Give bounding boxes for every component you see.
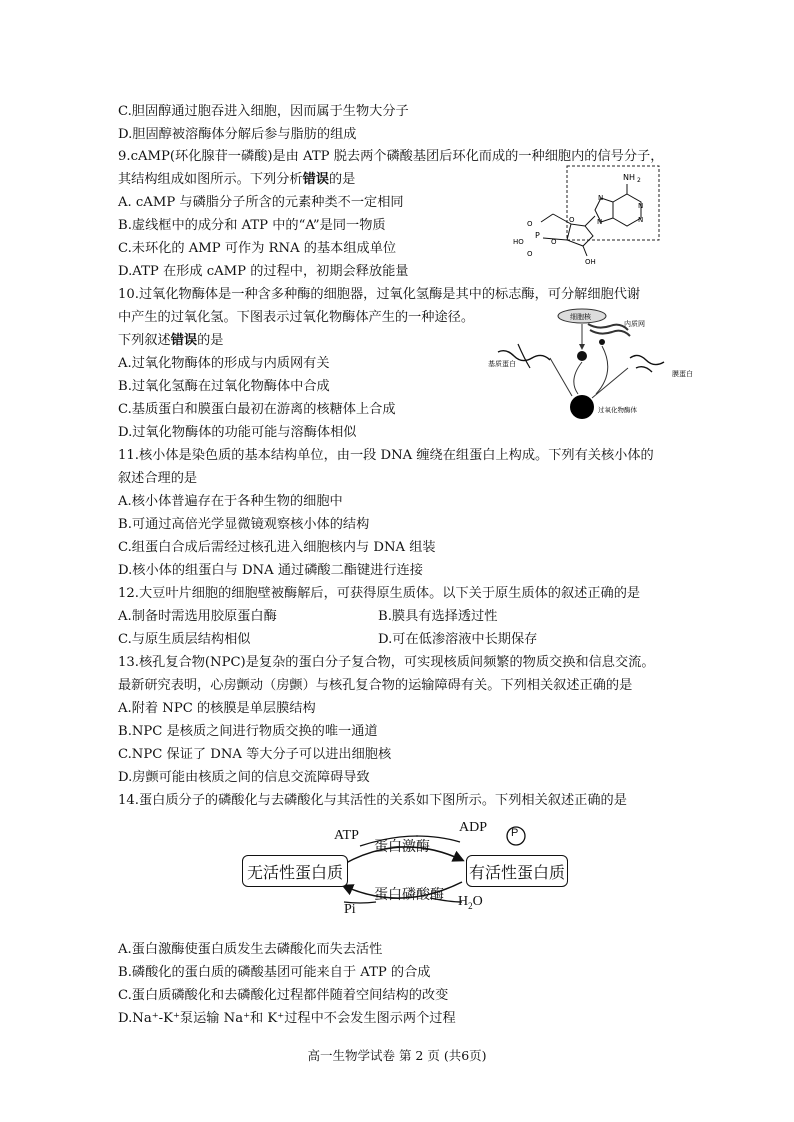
q10-stem: 10.过氧化物酶体是一种含多种酶的细胞器，过氧化氢酶是其中的标志酶，可分解细胞代谢 — [118, 287, 641, 302]
q10-option-d: D.过氧化物酶体的功能可能与溶酶体相似 — [118, 425, 357, 440]
q10-option-b: B.过氧化氢酶在过氧化物酶体中合成 — [118, 379, 330, 394]
svg-text:O: O — [527, 220, 533, 228]
q14-option-c: C.蛋白质磷酸化和去磷酸化过程都伴随着空间结构的改变 — [118, 988, 449, 1003]
q13-stem-2: 最新研究表明，心房颤动（房颤）与核孔复合物的运输障碍有关。下列相关叙述正确的是 — [118, 678, 633, 693]
svg-text:O: O — [569, 216, 575, 224]
q11-option-b: B.可通过高倍光学显微镜观察核小体的结构 — [118, 517, 370, 532]
q13-stem: 13.核孔复合物(NPC)是复杂的蛋白分子复合物，可实现核质间频繁的物质交换和信息交流。 — [118, 655, 655, 670]
q14-stem: 14.蛋白质分子的磷酸化与去磷酸化与其活性的关系如下图所示。下列相关叙述正确的是 — [118, 793, 627, 808]
phosphorylation-figure — [240, 822, 570, 922]
svg-text:内质网: 内质网 — [624, 320, 645, 328]
phosphate-label: P — [511, 827, 519, 839]
svg-text:过氧化物酶体: 过氧化物酶体 — [598, 406, 637, 414]
q12-option-d: D.可在低渗溶液中长期保存 — [378, 632, 538, 647]
q10-stem-2: 中产生的过氧化氢。下图表示过氧化物酶体产生的一种途径。 — [118, 310, 475, 325]
q9-option-c: C.未环化的 AMP 可作为 RNA 的基本组成单位 — [118, 241, 397, 256]
inactive-protein-box: 无活性蛋白质 — [242, 855, 348, 887]
adp-label: ADP — [459, 820, 488, 835]
page-footer: 高一生物学试卷 第 2 页 (共6页) — [307, 1048, 487, 1063]
q10-option-c: C.基质蛋白和膜蛋白最初在游离的核糖体上合成 — [118, 402, 396, 417]
q11-option-a: A.核小体普遍存在于各种生物的细胞中 — [118, 494, 343, 509]
q14-option-d: D.Na⁺-K⁺泵运输 Na⁺和 K⁺过程中不会发生图示两个过程 — [118, 1011, 456, 1026]
q9-option-d: D.ATP 在形成 cAMP 的过程中，初期会释放能量 — [118, 264, 409, 279]
q9-option-b: B.虚线框中的成分和 ATP 中的“A”是同一物质 — [118, 218, 386, 233]
svg-text:N: N — [638, 202, 644, 210]
q11-option-c: C.组蛋白合成后需经过核孔进入细胞核内与 DNA 组装 — [118, 540, 436, 555]
q14-option-b: B.磷酸化的蛋白质的磷酸基团可能来自于 ATP 的合成 — [118, 965, 431, 980]
svg-text:HO: HO — [513, 238, 524, 246]
q13-option-a: A.附着 NPC 的核膜是单层膜结构 — [118, 701, 316, 716]
q12-stem: 12.大豆叶片细胞的细胞壁被酶解后，可获得原生质体。以下关于原生质体的叙述正确的是 — [118, 586, 641, 601]
svg-text:细胞核: 细胞核 — [570, 313, 591, 321]
svg-text:P: P — [535, 231, 540, 240]
pi-label: Pi — [344, 902, 356, 917]
q13-option-c: C.NPC 保证了 DNA 等大分子可以进出细胞核 — [118, 747, 392, 762]
peroxisome-figure — [488, 306, 693, 424]
svg-text:O: O — [527, 250, 533, 258]
option-8c: C.胆固醇通过胞吞进入细胞，因而属于生物大分子 — [118, 104, 409, 119]
svg-text:2: 2 — [637, 177, 641, 184]
q9-stem-2: 其结构组成如图所示。下列分析错误的是 — [118, 172, 356, 187]
phosphatase-label: 蛋白磷酸酶 — [374, 887, 444, 903]
svg-text:N: N — [597, 218, 603, 226]
q11-stem: 11.核小体是染色质的基本结构单位，由一段 DNA 缠绕在组蛋白上构成。下列有关核小体的 — [118, 448, 654, 463]
q12-option-b: B.膜具有选择透过性 — [378, 609, 498, 624]
q14-option-a: A.蛋白激酶使蛋白质发生去磷酸化而失去活性 — [118, 942, 383, 957]
q12-option-c: C.与原生质层结构相似 — [118, 632, 251, 647]
q9-stem: 9.cAMP(环化腺苷一磷酸)是由 ATP 脱去两个磷酸基团后环化而成的一种细胞内的信号分子， — [118, 149, 664, 164]
svg-text:基质蛋白: 基质蛋白 — [488, 360, 516, 368]
svg-text:O: O — [551, 238, 557, 246]
svg-text:膜蛋白: 膜蛋白 — [672, 370, 693, 378]
svg-text:N: N — [598, 194, 604, 202]
q13-option-d: D.房颤可能由核质之间的信息交流障碍导致 — [118, 770, 370, 785]
svg-text:NH: NH — [623, 173, 635, 182]
option-8d: D.胆固醇被溶酶体分解后参与脂肪的组成 — [118, 127, 357, 142]
q10-stem-3: 下列叙述错误的是 — [118, 333, 224, 348]
q13-option-b: B.NPC 是核质之间进行物质交换的唯一通道 — [118, 724, 378, 739]
kinase-label: 蛋白激酶 — [374, 839, 430, 855]
water-label: $H_2O$ — [458, 894, 483, 911]
q12-option-a: A.制备时需选用胶原蛋白酶 — [118, 609, 277, 624]
svg-text:OH: OH — [585, 258, 596, 266]
active-protein-box: 有活性蛋白质 — [466, 855, 568, 887]
camp-structure-figure — [505, 160, 665, 270]
svg-text:N: N — [638, 216, 644, 224]
q11-stem-2: 叙述合理的是 — [118, 471, 198, 486]
q10-option-a: A.过氧化物酶体的形成与内质网有关 — [118, 356, 330, 371]
q11-option-d: D.核小体的组蛋白与 DNA 通过磷酸二酯键进行连接 — [118, 563, 423, 578]
atp-label: ATP — [334, 828, 359, 843]
q9-option-a: A. cAMP 与磷脂分子所含的元素种类不一定相同 — [118, 195, 404, 210]
